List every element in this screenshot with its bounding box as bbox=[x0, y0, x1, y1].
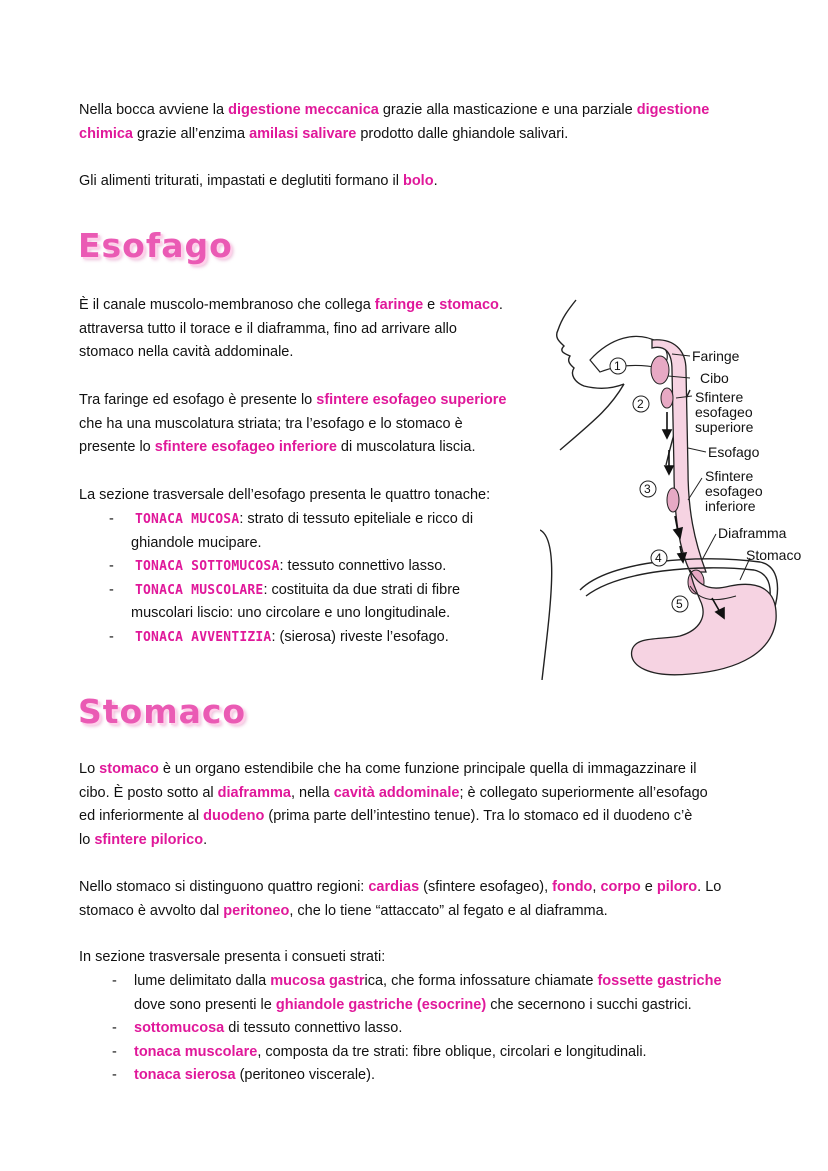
label-sfintere-inferiore-2: esofageo bbox=[705, 483, 763, 499]
highlight: cavità addominale bbox=[333, 784, 460, 801]
tonaca-name: TONACA SOTTOMUCOSA bbox=[135, 559, 280, 574]
text: di tessuto connettivo lasso. bbox=[224, 1020, 403, 1036]
highlight: digestione meccanica bbox=[228, 102, 379, 118]
highlight: ghiandole gastriche (esocrine) bbox=[275, 996, 487, 1013]
label-stomaco: Stomaco bbox=[746, 547, 802, 563]
stomaco-paragraph-2 bbox=[79, 876, 779, 923]
label-cibo: Cibo bbox=[700, 370, 729, 386]
highlight: stomaco bbox=[99, 761, 159, 777]
label-sfintere-superiore-2: esofageo bbox=[695, 404, 753, 420]
label-faringe: Faringe bbox=[692, 348, 740, 364]
highlight: cardias bbox=[368, 879, 420, 895]
step-5: 5 bbox=[676, 597, 683, 611]
intro-paragraph-2 bbox=[79, 170, 779, 194]
text: Lo bbox=[79, 761, 100, 777]
list-item bbox=[109, 508, 551, 555]
text: presente lo bbox=[79, 439, 155, 455]
label-sfintere-superiore-3: superiore bbox=[695, 419, 754, 435]
highlight: sfintere esofageo inferiore bbox=[154, 439, 337, 455]
text: stomaco nella cavità addominale. bbox=[79, 344, 294, 360]
step-2: 2 bbox=[637, 397, 644, 411]
esofago-heading: Esofago bbox=[78, 226, 233, 265]
text: . bbox=[203, 831, 208, 848]
label-diaframma: Diaframma bbox=[718, 525, 787, 541]
dash: - bbox=[109, 558, 114, 574]
tonaca-name: TONACA AVVENTIZIA bbox=[135, 629, 272, 645]
text: che ha una muscolatura striata; tra l’esofago e lo stomaco è bbox=[79, 415, 463, 432]
stomaco-paragraph-3: In sezione trasversale presenta i consueti strati: bbox=[79, 949, 386, 965]
bolus-2 bbox=[661, 388, 673, 408]
highlight: fondo bbox=[552, 879, 593, 895]
text: È il canale muscolo-membranoso che collega bbox=[79, 297, 375, 313]
text: Tra faringe ed esofago è presente lo bbox=[79, 392, 317, 408]
highlight: sfintere pilorico bbox=[94, 831, 204, 848]
strati-list bbox=[112, 970, 794, 1088]
text: : strato di tessuto epiteliale e ricco di bbox=[239, 511, 474, 527]
text: e bbox=[423, 297, 440, 313]
text: , che lo tiene “attaccato” al fegato e al diaframma. bbox=[289, 902, 608, 919]
label-sfintere-superiore-1: Sfintere bbox=[695, 389, 744, 405]
text: (prima parte dell’intestino tenue). Tra lo stomaco ed il duodeno c’è bbox=[264, 808, 693, 824]
highlight: chimica bbox=[79, 125, 133, 142]
tonaca-name: TONACA MUCOSA bbox=[135, 512, 240, 527]
highlight: sottomucosa bbox=[134, 1020, 225, 1036]
list-item bbox=[109, 626, 551, 650]
text: : tessuto connettivo lasso. bbox=[279, 558, 447, 574]
list-item bbox=[109, 555, 551, 579]
text: : (sierosa) riveste l’esofago. bbox=[271, 628, 449, 645]
text: , composta da tre strati: fibre oblique, circolari e longitudinali. bbox=[257, 1043, 647, 1060]
stomach bbox=[632, 570, 777, 675]
text: cibo. È posto sotto al bbox=[79, 784, 218, 801]
text: stomaco è avvolto dal bbox=[79, 902, 224, 919]
dash: - bbox=[109, 511, 114, 527]
tonaca-name: TONACA MUSCOLARE bbox=[135, 582, 264, 598]
highlight: amilasi salivare bbox=[249, 125, 357, 142]
dash: - bbox=[112, 1043, 117, 1060]
text: ed inferiormente al bbox=[79, 808, 204, 824]
text: muscolari liscio: uno circolare e uno longitudinale. bbox=[131, 605, 451, 621]
text: grazie all’enzima bbox=[133, 125, 250, 142]
torso-outline bbox=[540, 530, 552, 680]
dash: - bbox=[109, 581, 114, 598]
highlight: fossette gastriche bbox=[597, 973, 722, 989]
swallowing-diagram bbox=[540, 290, 822, 680]
dash: - bbox=[112, 1067, 117, 1083]
text: prodotto dalle ghiandole salivari. bbox=[356, 125, 569, 142]
esofago-paragraph-3: La sezione trasversale dell’esofago presenta le quattro tonache: bbox=[79, 487, 491, 503]
text: ica, che forma infossature chiamate bbox=[364, 973, 598, 989]
text: grazie alla masticazione e una parziale bbox=[378, 102, 637, 118]
text: (peritoneo viscerale). bbox=[235, 1067, 375, 1083]
esofago-paragraph-2 bbox=[79, 389, 539, 460]
highlight: mucosa gastr bbox=[270, 973, 365, 989]
esofago-paragraph-1 bbox=[79, 294, 539, 365]
intro-paragraph-1 bbox=[79, 99, 779, 146]
highlight: faringe bbox=[374, 297, 424, 313]
label-sfintere-inferiore-3: inferiore bbox=[705, 498, 756, 514]
text: è un organo estendibile che ha come funzione principale quella di immagazzinare il bbox=[158, 761, 697, 777]
text: lo bbox=[79, 831, 95, 848]
step-4: 4 bbox=[655, 551, 662, 565]
throat-line bbox=[560, 384, 624, 450]
text: che secernono i succhi gastrici. bbox=[486, 996, 692, 1013]
dash: - bbox=[109, 628, 114, 645]
highlight: duodeno bbox=[203, 808, 265, 824]
highlight: piloro bbox=[656, 879, 698, 895]
stomaco-paragraph-1 bbox=[79, 758, 779, 852]
text: (sfintere esofageo), bbox=[419, 879, 553, 895]
stomaco-heading: Stomaco bbox=[78, 692, 247, 731]
highlight: digestione bbox=[636, 102, 710, 118]
step-3: 3 bbox=[644, 482, 651, 496]
text: di muscolatura liscia. bbox=[336, 439, 476, 455]
text: dove sono presenti le bbox=[134, 996, 276, 1013]
step-1: 1 bbox=[614, 359, 621, 373]
list-item bbox=[112, 1041, 794, 1065]
list-item bbox=[112, 1017, 794, 1041]
text: Nello stomaco si distinguono quattro regioni: bbox=[79, 879, 369, 895]
text: , nella bbox=[290, 784, 334, 801]
text: ; è collegato superiormente all’esofago bbox=[459, 784, 708, 801]
highlight: peritoneo bbox=[223, 902, 290, 919]
text: : costituita da due strati di fibre bbox=[263, 581, 461, 598]
list-item bbox=[109, 579, 551, 626]
dash: - bbox=[112, 973, 117, 989]
text: e bbox=[640, 879, 657, 895]
label-sfintere-inferiore-1: Sfintere bbox=[705, 468, 754, 484]
bolus-1 bbox=[651, 356, 669, 384]
text: Nella bocca avviene la bbox=[79, 102, 229, 118]
highlight: sfintere esofageo superiore bbox=[316, 392, 507, 408]
text: . Lo bbox=[697, 879, 722, 895]
highlight: stomaco bbox=[439, 297, 499, 313]
list-item bbox=[112, 970, 794, 1017]
highlight: tonaca sierosa bbox=[134, 1067, 236, 1083]
text: , bbox=[592, 879, 601, 895]
tonache-list bbox=[109, 508, 551, 649]
bolus-3 bbox=[667, 488, 679, 512]
text: ghiandole mucipare. bbox=[131, 534, 262, 551]
highlight: bolo bbox=[402, 173, 434, 189]
highlight: diaframma bbox=[217, 784, 291, 801]
text: . bbox=[433, 173, 438, 189]
highlight: tonaca muscolare bbox=[134, 1043, 258, 1060]
label-esofago: Esofago bbox=[708, 444, 760, 460]
dash: - bbox=[112, 1020, 117, 1036]
text: . bbox=[498, 297, 503, 313]
list-item bbox=[112, 1064, 794, 1088]
text: attraversa tutto il torace e il diaframma, fino ad arrivare allo bbox=[79, 320, 457, 337]
highlight: corpo bbox=[600, 879, 641, 895]
text: lume delimitato dalla bbox=[134, 973, 271, 989]
text: Gli alimenti triturati, impastati e deglutiti formano il bbox=[79, 173, 403, 189]
